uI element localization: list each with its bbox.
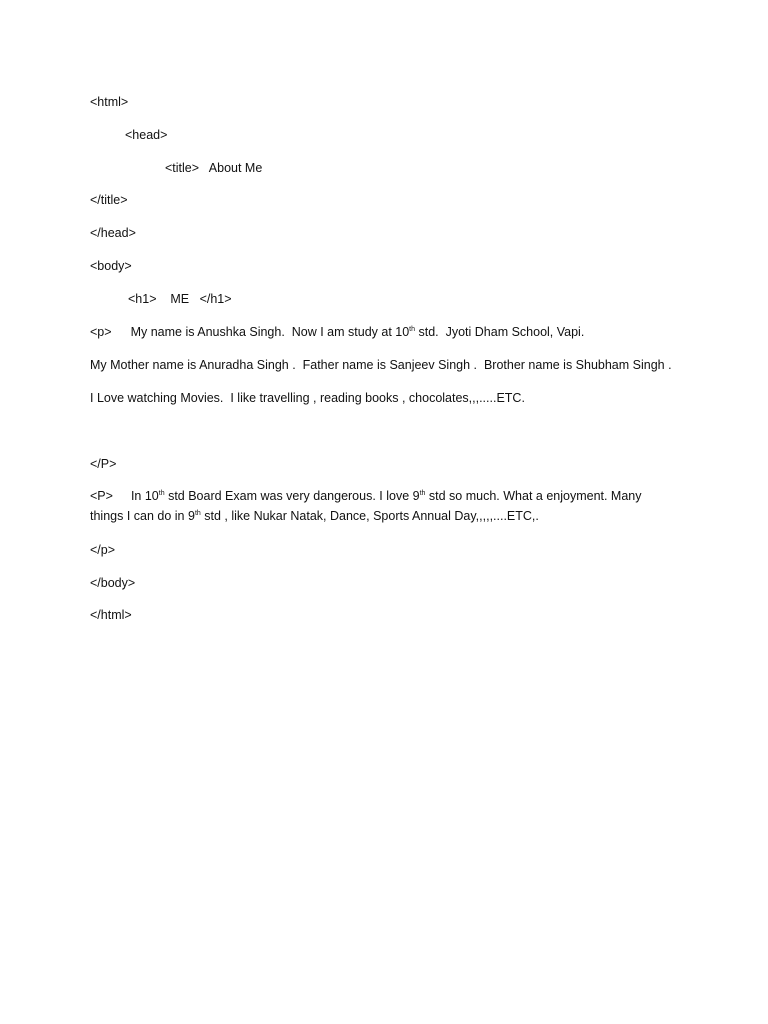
text-line-family: My Mother name is Anuradha Singh . Father name is Sanjeev Singh . Brother name is Shubham Singh . — [90, 358, 672, 372]
text-line-body-close: </body> — [90, 576, 136, 590]
text-line-p-close-1: </P> — [90, 457, 117, 471]
superscript: th — [194, 510, 201, 517]
superscript: th — [409, 326, 416, 333]
text-line-head-close: </head> — [90, 226, 136, 240]
text-line-hobbies: I Love watching Movies. I like travelling , reading books , chocolates,,,.....ETC. — [90, 391, 525, 405]
paragraph-tag: <P> — [90, 489, 113, 503]
text-line-title-close: </title> — [90, 193, 128, 207]
text-segment: std Board Exam was very dangerous. I love 9 — [164, 489, 420, 503]
text-line-paragraph-1 — [90, 324, 584, 340]
text-segment: std , like Nukar Natak, Dance, Sports Annual Day,,,,,....ETC,. — [200, 509, 539, 523]
text-line-html-open: <html> — [90, 95, 129, 109]
text-line-p-close-2: </p> — [90, 543, 116, 557]
text-line-body-open: <body> — [90, 259, 132, 273]
superscript: th — [419, 490, 426, 497]
paragraph-tag: <p> — [90, 325, 112, 339]
superscript: th — [158, 490, 165, 497]
text-line-h1: <h1> ME </h1> — [128, 292, 232, 306]
text-segment: My name is Anushka Singh. Now I am study at 10 — [130, 325, 410, 339]
text-line-title-open: <title> About Me — [165, 161, 263, 175]
text-line-html-close: </html> — [90, 608, 132, 622]
text-segment: std so much. What a enjoyment. Many things I can do in 9 — [90, 489, 642, 523]
text-line-paragraph-2 — [90, 486, 660, 526]
text-segment: std. Jyoti Dham School, Vapi. — [415, 325, 585, 339]
text-segment: In 10 — [130, 489, 159, 503]
text-line-head-open: <head> — [125, 128, 168, 142]
